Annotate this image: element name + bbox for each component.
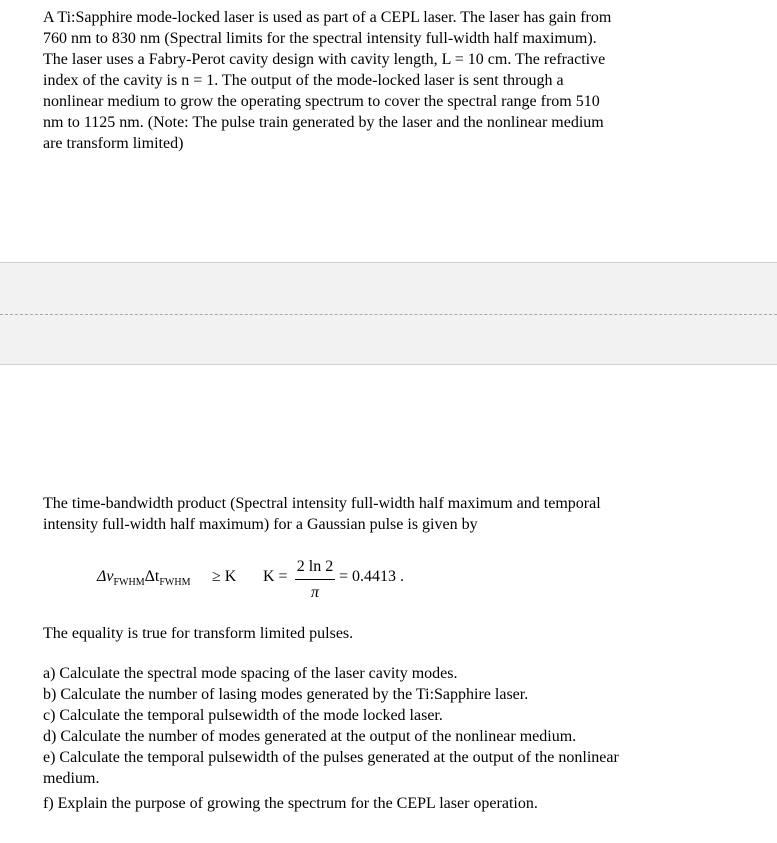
intro-paragraph — [43, 7, 733, 154]
intro-line: A Ti:Sapphire mode-locked laser is used as part of a CEPL laser. The laser has gain from — [43, 9, 612, 26]
intro-line: are transform limited) — [43, 135, 184, 152]
question-f: f) Explain the purpose of growing the spectrum for the CEPL laser operation. — [43, 795, 538, 812]
intro-line: index of the cavity is n = 1. The output of the mode-locked laser is sent through a — [43, 72, 564, 89]
eq-delta-t: Δt — [144, 568, 160, 585]
dashed-divider — [0, 314, 777, 315]
intro-line: 760 nm to 830 nm (Spectral limits for the spectral intensity full-width half maximum). — [43, 30, 597, 47]
intro-line: nonlinear medium to grow the operating spectrum to cover the spectral range from 510 — [43, 93, 600, 110]
question-e: e) Calculate the temporal pulsewidth of the pulses generated at the output of the nonlinear — [43, 749, 619, 766]
question-a: a) Calculate the spectral mode spacing of the laser cavity modes. — [43, 665, 458, 682]
question-b: b) Calculate the number of lasing modes generated by the Ti:Sapphire laser. — [43, 686, 529, 703]
eq-nu-sub: FWHM — [113, 577, 145, 588]
question-d: d) Calculate the number of modes generated at the output of the nonlinear medium. — [43, 728, 577, 745]
tbp-line: intensity full-width half maximum) for a Gaussian pulse is given by — [43, 516, 478, 533]
eq-result: = 0.4413 . — [339, 568, 405, 585]
eq-fraction-bar — [295, 579, 335, 580]
tbp-line: The time-bandwidth product (Spectral intensity full-width half maximum and temporal — [43, 495, 601, 512]
eq-delta-nu: Δν — [97, 568, 114, 585]
eq-t-sub: FWHM — [159, 577, 191, 588]
intro-line: nm to 1125 nm. (Note: The pulse train generated by the laser and the nonlinear medium — [43, 114, 604, 131]
question-list — [43, 663, 733, 814]
question-c: c) Calculate the temporal pulsewidth of the mode locked laser. — [43, 707, 443, 724]
eq-k-equals: K = — [263, 568, 288, 585]
eq-lhs — [97, 568, 190, 586]
intro-line: The laser uses a Fabry-Perot cavity design with cavity length, L = 10 cm. The refractive — [43, 51, 606, 68]
time-bandwidth-paragraph — [43, 493, 733, 535]
equality-note: The equality is true for transform limited pulses. — [43, 625, 354, 642]
question-e-cont: medium. — [43, 770, 100, 787]
eq-numerator: 2 ln 2 — [296, 558, 334, 575]
eq-geq-k: ≥ K — [212, 568, 237, 585]
eq-denominator: π — [310, 584, 319, 601]
